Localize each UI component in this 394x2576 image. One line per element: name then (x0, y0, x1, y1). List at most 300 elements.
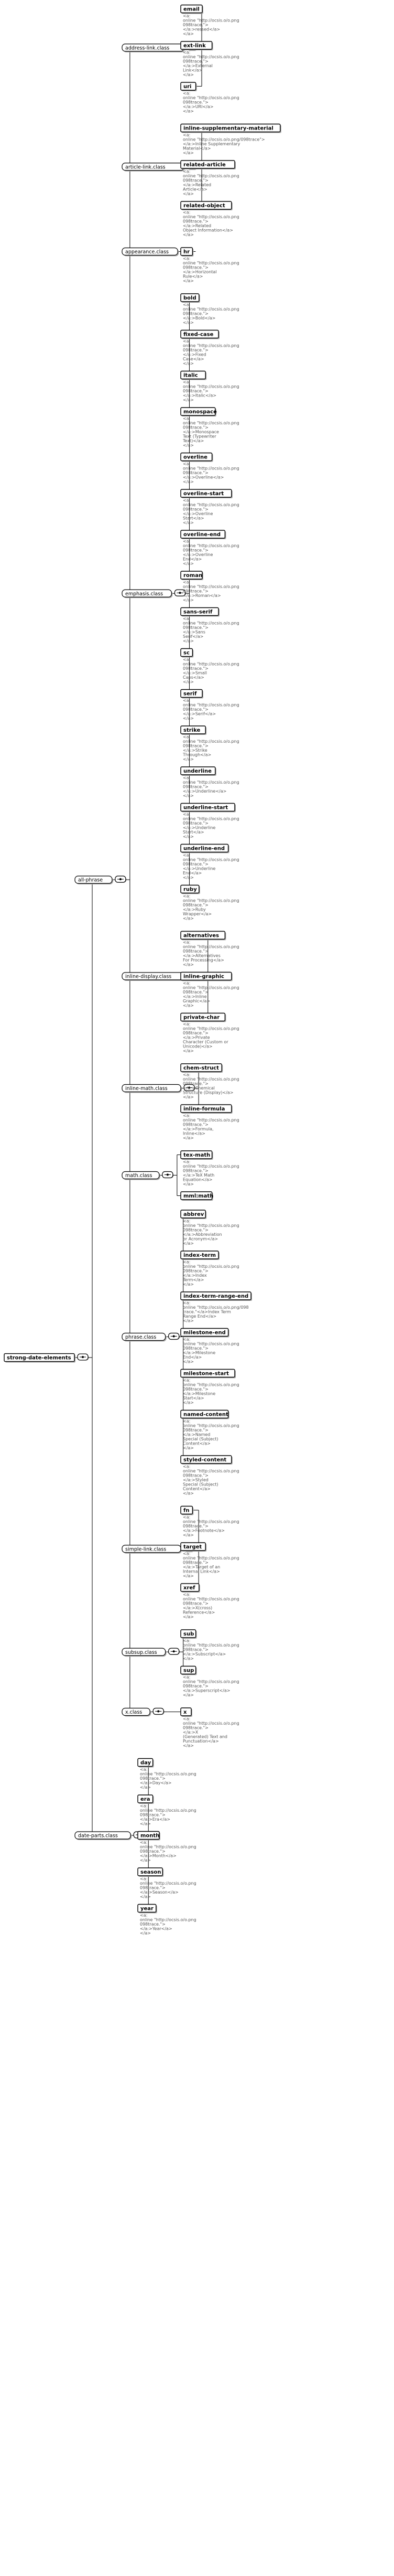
element-underline-end[interactable] (181, 845, 229, 853)
element-sup[interactable] (181, 1666, 197, 1675)
element-label: styled-content (183, 1457, 227, 1463)
doc-annotation: <a: (183, 1337, 191, 1342)
group-choice-symbol (115, 876, 127, 883)
doc-annotation: online "http://ocsis.o/o.png (183, 1643, 239, 1648)
doc-annotation: </a> (183, 520, 194, 525)
doc-annotation: 098trace."> (183, 1387, 209, 1392)
element-uri[interactable] (181, 82, 197, 91)
element-label: sub (183, 1631, 194, 1637)
doc-annotation: <a: (183, 1675, 191, 1680)
doc-annotation: <a: (183, 657, 191, 662)
doc-annotation: </a> (183, 834, 194, 839)
doc-annotation: <a: (183, 940, 191, 945)
doc-annotation: Unicode)</a> (183, 1044, 213, 1049)
doc-annotation: </a:>Month</a> (140, 1853, 177, 1858)
element-label: bold (183, 295, 196, 301)
doc-annotation: <a: (183, 498, 191, 503)
doc-annotation: online "http://ocsis.o/o.png (183, 503, 239, 507)
doc-annotation: online "http://ocsis.o/o.png (183, 1026, 239, 1031)
doc-annotation: </a> (183, 479, 194, 484)
doc-annotation: 098trace."> (183, 1560, 209, 1565)
doc-annotation: 098trace."> (183, 1346, 209, 1351)
class-address-link-class[interactable] (122, 44, 185, 52)
element-index-term-range-end[interactable] (181, 1292, 252, 1301)
element-label: strike (183, 728, 201, 733)
doc-annotation: 098trace."> (183, 471, 209, 475)
element-label: hr (183, 249, 190, 255)
doc-annotation: <a: (140, 1913, 148, 1918)
element-abbrev[interactable] (181, 1210, 206, 1219)
doc-annotation: </a> (140, 1894, 151, 1899)
doc-annotation: 098trace."> (183, 743, 209, 749)
doc-annotation: Content</a> (183, 1487, 211, 1491)
element-monospace[interactable] (181, 408, 217, 416)
doc-annotation: </a> (183, 31, 194, 36)
doc-annotation: 098trace."> (183, 1647, 209, 1652)
root-sequence-symbol (78, 1354, 89, 1361)
doc-annotation: 098trace."> (183, 425, 209, 430)
doc-annotation: 098trace."> (183, 219, 209, 224)
doc-annotation: </a> (183, 151, 194, 155)
doc-annotation: online "http://ocsis.o/o.png (183, 215, 239, 219)
doc-annotation: 098trace."> (140, 1885, 166, 1890)
element-label: inline-formula (183, 1106, 225, 1112)
class-label: emphasis.class (125, 591, 163, 597)
doc-annotation: online "http://ocsis.o/o.png (183, 343, 239, 348)
element-season[interactable] (138, 1868, 163, 1877)
doc-annotation: online "http://ocsis.o/o.png (183, 421, 239, 425)
doc-annotation: Wrapper</a> (183, 912, 212, 916)
doc-annotation: online "http://ocsis.o/o.png (183, 898, 239, 903)
doc-annotation: </a> (183, 1656, 194, 1661)
doc-annotation: 098trace."> (183, 178, 209, 183)
doc-annotation: 098trace."> (183, 23, 209, 27)
doc-annotation: <a: (183, 1022, 191, 1027)
doc-annotation: <a: (183, 539, 191, 544)
class-subsup-class[interactable] (122, 1648, 167, 1656)
doc-annotation: 098trace."> (183, 666, 209, 671)
class-label: simple-link.class (125, 1546, 167, 1553)
doc-annotation: <a: (183, 616, 191, 621)
element-label: monospace (183, 409, 217, 415)
doc-annotation: </a:>External (183, 63, 213, 68)
element-label: sans-serif (183, 609, 213, 615)
element-label: alternatives (183, 933, 219, 939)
element-x[interactable] (181, 1708, 192, 1717)
doc-annotation: </a> (183, 1615, 194, 1619)
element-related-object[interactable] (181, 201, 233, 210)
doc-annotation: (Generated) Text and (183, 1734, 227, 1739)
element-serif[interactable] (181, 690, 203, 699)
symbol-dot (119, 878, 122, 880)
element-underline[interactable] (181, 767, 216, 776)
doc-annotation: Start</a> (183, 516, 204, 521)
element-alternatives[interactable] (181, 932, 226, 940)
doc-annotation: </a:>ressed</a> (183, 27, 221, 32)
doc-annotation: Serif</a> (183, 634, 204, 639)
doc-annotation: </a:>Sans (183, 629, 205, 635)
element-label: day (140, 1760, 151, 1766)
element-target[interactable] (181, 1543, 206, 1552)
doc-annotation: </a:>Monospace (183, 430, 219, 434)
class-label: date-parts.class (78, 1833, 118, 1839)
doc-annotation: online "http://ocsis.o/o.png (183, 307, 239, 312)
doc-annotation: online "http://ocsis.o/o.png (183, 1721, 239, 1726)
class-label: address-link.class (125, 45, 170, 51)
doc-annotation: </a> (183, 1136, 194, 1140)
element-label: index-term (183, 1253, 216, 1258)
doc-annotation: </a:>Fixed (183, 352, 206, 357)
doc-annotation: </a:>Underline (183, 866, 216, 871)
element-related-article[interactable] (181, 161, 236, 169)
element-label: fn (183, 1508, 190, 1514)
class-simple-link-class[interactable] (122, 1545, 182, 1554)
doc-annotation: </a:>URI</a> (183, 104, 214, 109)
class-label: all-phrase (78, 877, 103, 883)
doc-annotation: </a:>Strike (183, 748, 207, 753)
element-label: serif (183, 691, 197, 697)
element-email[interactable] (181, 5, 203, 14)
element-italic[interactable] (181, 371, 206, 380)
doc-annotation: 098trace."> (183, 1473, 209, 1478)
class-inline-math-class[interactable] (122, 1085, 182, 1093)
element-label: italic (183, 372, 198, 379)
doc-annotation: <a: (140, 1876, 148, 1882)
doc-annotation: </a:>TeX Math (183, 1173, 215, 1178)
doc-annotation: online "http://ocsis.o/o.png (183, 780, 239, 785)
doc-annotation: Link</a> (183, 68, 203, 73)
doc-annotation: <a: (183, 853, 191, 858)
element-hr[interactable] (181, 248, 193, 256)
element-label: overline-end (183, 532, 221, 538)
element-label: x (183, 1709, 187, 1715)
element-inline-formula[interactable] (181, 1105, 233, 1114)
doc-annotation: online "http://ocsis.o/o.png/098trace"> (183, 137, 265, 142)
doc-annotation: </a> (183, 1743, 194, 1748)
doc-annotation: 098trace."> (183, 1601, 209, 1606)
doc-annotation: </a:>Milestone (183, 1391, 216, 1396)
doc-annotation: </a> (183, 1049, 194, 1053)
class-label: x.class (125, 1709, 143, 1715)
doc-annotation: online "http://ocsis.o/o.png (183, 261, 239, 265)
symbol-dot (173, 1650, 175, 1652)
doc-annotation: online "http://ocsis.o/o.png (183, 1341, 239, 1346)
element-inline-supplementary-material[interactable] (181, 124, 281, 133)
class-label: article-link.class (125, 164, 166, 170)
doc-annotation: </a> (183, 1533, 194, 1537)
element-overline-start[interactable] (181, 489, 233, 498)
doc-annotation: Range End</a> (183, 1314, 217, 1319)
doc-annotation: <a: (183, 416, 191, 421)
element-named-content[interactable] (181, 1410, 229, 1419)
doc-annotation: </a:>Superscript</a> (183, 1688, 231, 1693)
class-appearance-class[interactable] (122, 248, 179, 256)
doc-annotation: <a: (183, 1551, 191, 1556)
element-label: chem-struct (183, 1065, 219, 1071)
symbol-dot (179, 592, 181, 594)
element-chem-struct[interactable] (181, 1064, 223, 1073)
element-sans-serif[interactable] (181, 608, 220, 617)
doc-annotation: <a: (183, 1592, 191, 1597)
doc-annotation: </a:>Overline (183, 552, 213, 557)
doc-annotation: </a:>Abbreviation (183, 1232, 222, 1237)
doc-annotation: 098trace."> (183, 1524, 209, 1529)
doc-annotation: </a> (183, 561, 194, 566)
doc-annotation: </a:>Underline (183, 825, 216, 830)
doc-annotation: 098trace."> (183, 1031, 209, 1035)
doc-annotation: </a> (183, 757, 194, 762)
doc-annotation: </a> (183, 1241, 194, 1246)
doc-annotation: </a> (183, 1282, 194, 1287)
doc-annotation: </a:>Footnote</a> (183, 1528, 225, 1533)
doc-annotation: </a:>X(cross) (183, 1606, 213, 1610)
element-month[interactable] (138, 1832, 160, 1841)
symbol-dot (157, 1711, 159, 1713)
doc-annotation: online "http://ocsis.o/o.png (183, 1423, 239, 1428)
doc-annotation: <a: (183, 1259, 191, 1265)
doc-annotation: online "http://ocsis.o/o.png (183, 702, 239, 708)
element-label: xref (183, 1585, 195, 1591)
element-overline-end[interactable] (181, 530, 226, 539)
element-mml-math[interactable] (181, 1192, 213, 1201)
doc-annotation: Text (Typewriter (183, 434, 216, 439)
doc-annotation: <a: (183, 1419, 191, 1424)
doc-annotation: </a> (140, 1931, 151, 1936)
class-choice-symbol (153, 1708, 165, 1715)
doc-annotation: End</a> (183, 1355, 202, 1360)
doc-annotation: <a: (183, 50, 191, 55)
element-label: year (140, 1906, 154, 1912)
element-fn[interactable] (181, 1506, 193, 1515)
doc-annotation: 098trace."> (183, 389, 209, 393)
element-strike[interactable] (181, 726, 206, 735)
doc-annotation: 098trace."> (183, 707, 209, 712)
doc-annotation: online "http://ocsis.o/o.png (183, 1264, 239, 1269)
doc-annotation: </a:>Italic</a> (183, 393, 216, 398)
element-label: overline-start (183, 491, 224, 497)
element-milestone-end[interactable] (181, 1329, 229, 1338)
element-label: milestone-end (183, 1330, 226, 1336)
element-milestone-start[interactable] (181, 1370, 236, 1378)
doc-annotation: 098trace."> (183, 625, 209, 630)
doc-annotation: Start</a> (183, 1396, 204, 1401)
doc-annotation: Caps</a> (183, 675, 204, 680)
class-label: subsup.class (125, 1649, 157, 1655)
doc-annotation: 098trace."> (183, 507, 209, 512)
doc-annotation: online "http://ocsis.o/o.png (183, 543, 239, 548)
doc-annotation: 098trace."> (183, 990, 209, 995)
class-phrase-class[interactable] (122, 1333, 167, 1342)
class-emphasis-class[interactable] (122, 590, 172, 598)
doc-annotation: 098trace."> (183, 1081, 209, 1086)
doc-annotation: Equation</a> (183, 1177, 213, 1182)
doc-annotation: Reference</a> (183, 1610, 215, 1615)
element-label: ruby (183, 886, 197, 893)
root-element[interactable] (4, 1354, 75, 1363)
element-year[interactable] (138, 1905, 157, 1914)
element-label: related-object (183, 203, 225, 209)
doc-annotation: <a: (183, 1072, 191, 1077)
doc-annotation: </a:>Horizontal (183, 270, 217, 274)
doc-annotation: </a:>Small (183, 670, 207, 676)
doc-annotation: online "http://ocsis.o/o.png (183, 621, 239, 626)
class-article-link-class[interactable] (122, 163, 185, 172)
doc-annotation: online "http://ocsis.o/o.png (183, 55, 239, 59)
group-date-parts-class[interactable] (75, 1832, 132, 1840)
element-label: email (183, 6, 200, 13)
doc-annotation: online "http://ocsis.o/o.png (140, 1881, 196, 1886)
element-ext-link[interactable] (181, 41, 213, 50)
class-math-class[interactable] (122, 1172, 160, 1180)
doc-annotation: <a: (183, 1113, 191, 1118)
doc-annotation: online "http://ocsis.o/o.png (140, 1771, 196, 1777)
doc-annotation: online "http://ocsis.o/o.png (183, 384, 239, 389)
doc-annotation: </a:>Formula, (183, 1127, 214, 1131)
doc-annotation: </a:>Day</a> (140, 1780, 172, 1786)
doc-annotation: </a:>Related (183, 183, 212, 187)
doc-annotation: </a:>Bold</a> (183, 316, 216, 320)
element-tex-math[interactable] (181, 1151, 213, 1160)
element-label: abbrev (183, 1212, 204, 1217)
class-choice-symbol (162, 1172, 174, 1179)
symbol-dot (167, 1174, 169, 1176)
doc-annotation: <a: (183, 380, 191, 384)
doc-annotation: online "http://ocsis.o/o.png (183, 816, 239, 821)
doc-annotation: 098trace."> (183, 1684, 209, 1688)
element-ruby[interactable] (181, 885, 200, 894)
doc-annotation: </a:>Underline</a> (183, 789, 227, 794)
class-x-class[interactable] (122, 1708, 151, 1717)
doc-annotation: <a: (183, 698, 191, 703)
doc-annotation: <a: (183, 1464, 191, 1469)
doc-annotation: <a: (183, 14, 191, 18)
element-fixed-case[interactable] (181, 330, 220, 339)
element-xref[interactable] (181, 1584, 200, 1592)
doc-annotation: online "http://ocsis.o/o.png (183, 857, 239, 862)
doc-annotation: online "http://ocsis.o/o.png (183, 1597, 239, 1601)
element-label: related-article (183, 162, 226, 168)
element-underline-start[interactable] (181, 804, 236, 813)
element-private-char[interactable] (181, 1013, 226, 1022)
doc-annotation: 098trace."> (183, 821, 209, 826)
doc-annotation: 098trace."> (183, 949, 209, 954)
doc-annotation: End</a> (183, 557, 202, 562)
doc-annotation: </a> (183, 443, 194, 448)
doc-annotation: <a: (183, 981, 191, 986)
doc-annotation: </a> (183, 1182, 194, 1187)
doc-annotation: 098trace."> (183, 348, 209, 352)
doc-annotation: online "http://ocsis.o/o.png (183, 1519, 239, 1524)
doc-annotation: </a:>Private (183, 1035, 210, 1040)
doc-annotation: </a:>Inline Supplementary (183, 142, 240, 146)
element-label: underline-start (183, 805, 228, 811)
doc-annotation: Inline</a> (183, 1131, 205, 1136)
doc-annotation: 098trace."> (183, 59, 209, 64)
doc-annotation: <a: (183, 133, 191, 137)
class-label: phrase.class (125, 1334, 157, 1340)
doc-annotation: <a: (183, 1300, 191, 1306)
doc-annotation: </a> (183, 1446, 194, 1450)
doc-annotation: </a> (140, 1821, 151, 1826)
doc-annotation: Through</a> (183, 752, 212, 757)
doc-annotation: online "http://ocsis.o/o.png (183, 739, 239, 744)
doc-annotation: </a:>Ruby (183, 907, 206, 912)
doc-annotation: Start</a> (183, 830, 204, 835)
doc-annotation: online "http://ocsis.o/o.png (183, 95, 239, 100)
doc-annotation: Text)</a> (183, 439, 204, 443)
element-styled-content[interactable] (181, 1456, 233, 1465)
doc-annotation: <a: (183, 462, 191, 466)
doc-annotation: Article</a> (183, 187, 207, 192)
element-label: era (140, 1797, 150, 1802)
doc-annotation: online "http://ocsis.o/o.png (183, 1118, 239, 1123)
doc-annotation: For Processing</a> (183, 958, 224, 963)
doc-annotation: 098trace."> (140, 1812, 166, 1818)
doc-annotation: <a: (183, 734, 191, 740)
doc-annotation: </a> (183, 191, 194, 196)
doc-annotation: </a:>Subscript</a> (183, 1652, 226, 1656)
doc-annotation: End</a> (183, 871, 202, 875)
doc-annotation: Term</a> (183, 1277, 204, 1282)
doc-annotation: </a:>Target of an (183, 1565, 221, 1569)
doc-annotation: online "http://ocsis.o/o.png (183, 1077, 239, 1082)
doc-annotation: Rule</a> (183, 274, 203, 279)
group-all-phrase[interactable] (75, 876, 113, 884)
doc-annotation: </a:>Year</a> (140, 1926, 172, 1931)
class-label: appearance.class (125, 249, 169, 255)
doc-annotation: 098trace."> (183, 548, 209, 553)
doc-annotation: </a> (183, 72, 194, 77)
doc-annotation: </a> (183, 962, 194, 967)
element-label: milestone-start (183, 1371, 229, 1377)
doc-annotation: </a> (183, 638, 194, 644)
element-inline-graphic[interactable] (181, 972, 233, 981)
doc-annotation: Internal Link</a> (183, 1569, 220, 1574)
element-day[interactable] (138, 1759, 154, 1768)
element-label: inline-supplementary-material (183, 125, 273, 132)
doc-annotation: 098trace."> (140, 1849, 166, 1854)
element-sc[interactable] (181, 649, 193, 658)
doc-annotation: </a> (140, 1785, 151, 1790)
element-label: season (140, 1869, 161, 1875)
doc-annotation: Object Information</a> (183, 228, 233, 233)
doc-annotation: <a: (183, 1716, 191, 1722)
doc-annotation: online "http://ocsis.o/o.png (183, 1223, 239, 1228)
doc-annotation: <a: (183, 339, 191, 344)
element-label: target (183, 1544, 202, 1550)
element-era[interactable] (138, 1795, 154, 1804)
element-label: uri (183, 84, 192, 90)
doc-annotation: </a> (183, 279, 194, 283)
symbol-dot (82, 1356, 84, 1358)
element-label: mml:math (183, 1193, 214, 1199)
doc-annotation: </a> (183, 109, 194, 114)
doc-annotation: </a> (183, 398, 194, 402)
element-sub[interactable] (181, 1630, 197, 1639)
element-index-term[interactable] (181, 1251, 220, 1260)
doc-annotation: Special (Subject) (183, 1437, 218, 1441)
doc-annotation: <a: (183, 1638, 191, 1643)
element-overline[interactable] (181, 453, 213, 462)
doc-annotation: online "http://ocsis.o/o.png (140, 1917, 196, 1922)
doc-annotation: online "http://ocsis.o/o.png (183, 1679, 239, 1684)
doc-annotation: 098trace."> (183, 1268, 209, 1274)
doc-annotation: </a> (183, 679, 194, 685)
doc-annotation: </a:>Index (183, 1273, 207, 1278)
element-roman[interactable] (181, 571, 203, 580)
element-bold[interactable] (181, 294, 200, 303)
element-label: overline (183, 454, 207, 461)
